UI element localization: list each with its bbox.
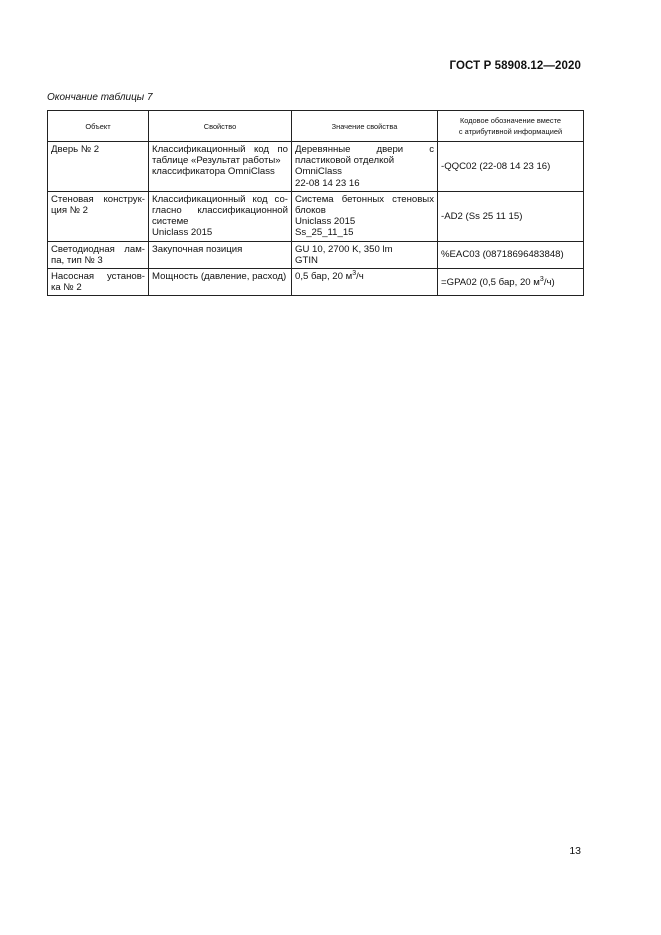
- value-text: 0,5 бар, 20 м: [295, 271, 353, 283]
- cell-line: блоков: [295, 205, 326, 217]
- cell-property: [149, 142, 292, 192]
- cell-object: [48, 269, 149, 296]
- cell-line: гласно классификационной: [152, 205, 288, 217]
- cell-line: классификатора OmniClass: [152, 166, 275, 178]
- cell-line: Светодиодная лам-: [51, 243, 145, 255]
- cell-value: [292, 241, 438, 268]
- cell-line: Uniclass 2015: [295, 216, 356, 228]
- header-value: Значение свойства: [292, 111, 438, 142]
- table-caption: Окончание таблицы 7: [47, 92, 153, 103]
- cell-line: GTIN: [295, 254, 318, 266]
- table-row: [48, 142, 584, 192]
- cell-line: Стеновая конструк-: [51, 193, 145, 205]
- cell-line: системе: [152, 216, 189, 228]
- cell-code: %EAC03 (08718696483848): [438, 241, 584, 268]
- cell-code: -AD2 (Ss 25 11 15): [438, 191, 584, 241]
- cell-object: [48, 142, 149, 192]
- cell-line: GU 10, 2700 K, 350 lm: [295, 243, 393, 255]
- header-code: [438, 111, 584, 142]
- cell-property: [149, 191, 292, 241]
- cell-line: Система бетонных стеновых: [295, 193, 434, 205]
- cell-value: [292, 191, 438, 241]
- cell-object: [48, 241, 149, 268]
- cell-line: ка № 2: [51, 282, 82, 294]
- cell-line: OmniClass: [295, 166, 342, 178]
- cell-line: Классификационный код со-: [152, 193, 288, 205]
- cell-line: Uniclass 2015: [152, 227, 213, 239]
- header-code-line: Кодовое обозначение вместе: [459, 116, 562, 125]
- cell-line: Деревянные двери с: [295, 144, 434, 155]
- table-row: [48, 241, 584, 268]
- header-object: Объект: [48, 111, 149, 142]
- code-text: /ч): [543, 276, 555, 288]
- cell-object: [48, 191, 149, 241]
- cell-line: па, тип № 3: [51, 254, 103, 266]
- cell-line: Ss_25_11_15: [295, 227, 354, 239]
- document-number: ГОСТ Р 58908.12—2020: [449, 60, 581, 72]
- superscript: 3: [539, 275, 544, 283]
- cell-line: Насосная установ-: [51, 271, 145, 283]
- superscript: 3: [352, 270, 357, 278]
- table-row: [48, 269, 584, 296]
- cell-line: Дверь № 2: [51, 144, 100, 155]
- cell-value: [292, 269, 438, 296]
- cell-value: [292, 142, 438, 192]
- code-text: =GPA02 (0,5 бар, 20 м: [441, 276, 540, 288]
- cell-line: 22-08 14 23 16: [295, 177, 360, 189]
- value-text: /ч: [356, 271, 364, 283]
- cell-line: Классификационный код по: [152, 144, 288, 155]
- page-number: 13: [569, 845, 581, 857]
- header-code-line: с атрибутивной информацией: [458, 127, 563, 136]
- table-row: [48, 191, 584, 241]
- cell-line: Мощность (давление, расход): [152, 271, 287, 283]
- cell-code: [438, 269, 584, 296]
- cell-property: [149, 269, 292, 296]
- properties-table: [47, 110, 584, 296]
- cell-line: ция № 2: [51, 205, 89, 217]
- header-property: Свойство: [149, 111, 292, 142]
- cell-line: таблице «Результат работы»: [152, 155, 281, 167]
- table-header-row: [48, 111, 584, 142]
- cell-line: пластиковой отделкой: [295, 155, 395, 167]
- cell-property: [149, 241, 292, 268]
- cell-code: -QQC02 (22-08 14 23 16): [438, 142, 584, 192]
- cell-line: Закупочная позиция: [152, 243, 243, 255]
